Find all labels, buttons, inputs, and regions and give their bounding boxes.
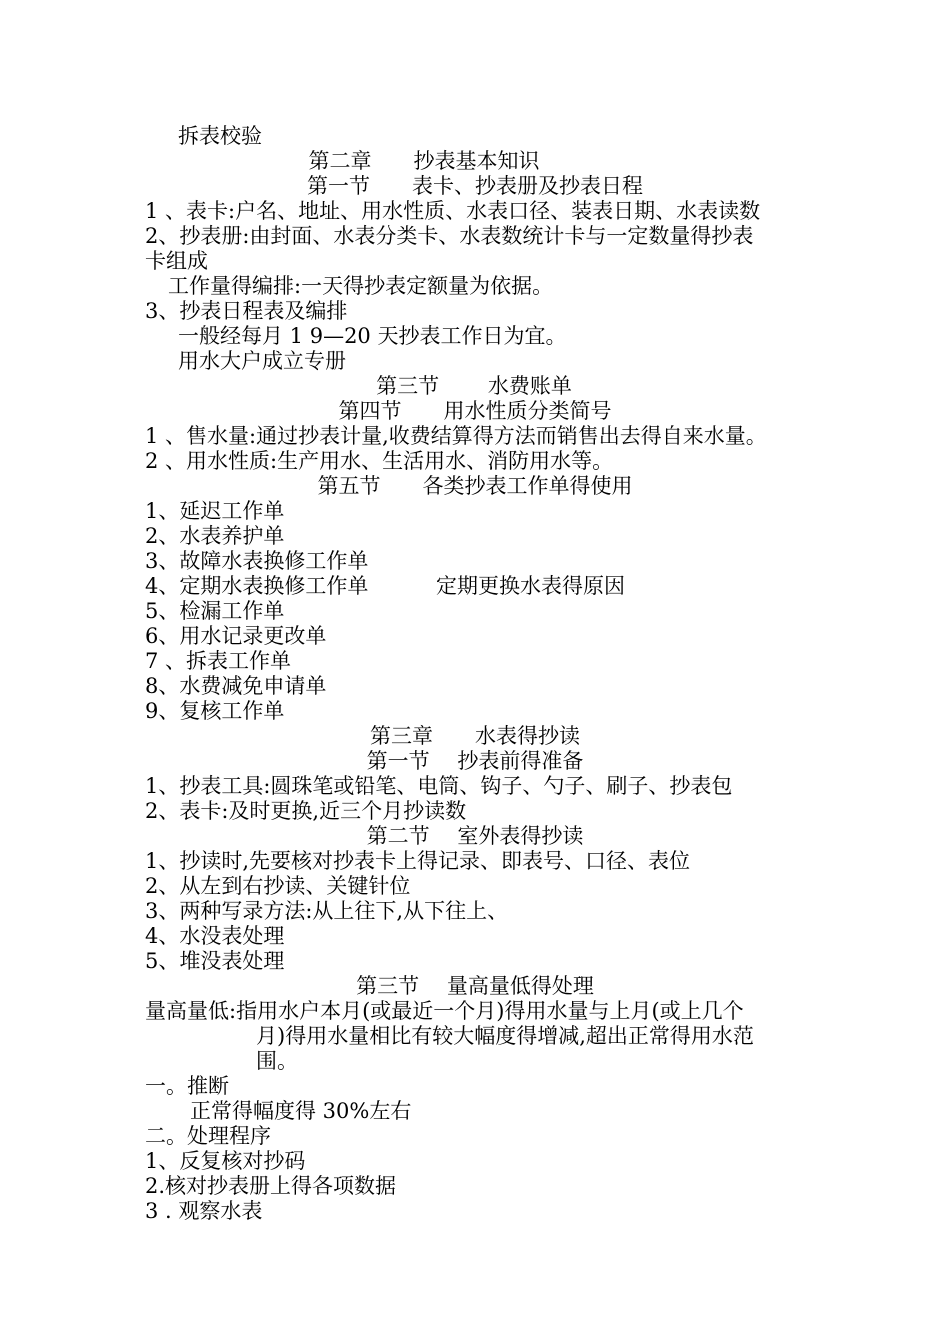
text-line: 3、两种写录方法:从上往下,从下往上、 — [145, 899, 509, 923]
text-line: 5、堆没表处理 — [145, 949, 285, 973]
section-heading: 第二节 室外表得抄读 — [366, 824, 584, 848]
section-heading: 第一节 抄表前得准备 — [366, 749, 584, 773]
section-heading: 第二章 抄表基本知识 — [308, 149, 540, 173]
text-line: 1、延迟工作单 — [145, 499, 285, 523]
text-line: 围。 — [256, 1049, 298, 1073]
text-line: 3、故障水表换修工作单 — [145, 549, 369, 573]
text-line: 2、从左到右抄读、关键针位 — [145, 874, 411, 898]
text-line: 1 、表卡:户名、地址、用水性质、水表口径、装表日期、水表读数 — [145, 199, 761, 223]
text-line: 一般经每月 1 9—20 天抄表工作日为宜。 — [178, 324, 567, 348]
section-heading: 第一节 表卡、抄表册及抄表日程 — [307, 174, 643, 198]
text-line: 1 、售水量:通过抄表计量,收费结算得方法而销售出去得自来水量。 — [145, 424, 767, 448]
text-line: 1、抄读时,先要核对抄表卡上得记录、即表号、口径、表位 — [145, 849, 691, 873]
text-line: 正常得幅度得 30%左右 — [190, 1099, 412, 1123]
section-heading: 第三节 水费账单 — [376, 374, 572, 398]
text-line: 拆表校验 — [178, 124, 262, 148]
text-line: 2、抄表册:由封面、水表分类卡、水表数统计卡与一定数量得抄表 — [145, 224, 754, 248]
text-line: 1、抄表工具:圆珠笔或铅笔、电筒、钩子、勺子、刷子、抄表包 — [145, 774, 733, 798]
section-heading: 第五节 各类抄表工作单得使用 — [317, 474, 633, 498]
section-heading: 第四节 用水性质分类简号 — [338, 399, 612, 423]
text-line: 2、水表养护单 — [145, 524, 285, 548]
text-line: 一。推断 — [145, 1074, 229, 1098]
text-line: 二。处理程序 — [145, 1124, 271, 1148]
text-line: 用水大户成立专册 — [178, 349, 346, 373]
text-line: 7 、拆表工作单 — [145, 649, 292, 673]
text-line: 4、水没表处理 — [145, 924, 285, 948]
section-heading: 第三节 量高量低得处理 — [356, 974, 594, 998]
text-line: 月)得用水量相比有较大幅度得增减,超出正常得用水范 — [256, 1024, 754, 1048]
text-line: 4、定期水表换修工作单 — [145, 574, 369, 598]
text-line: 量高量低:指用水户本月(或最近一个月)得用水量与上月(或上几个 — [145, 999, 744, 1023]
text-line: 1、反复核对抄码 — [145, 1149, 306, 1173]
text-line: 6、用水记录更改单 — [145, 624, 327, 648]
section-heading: 第三章 水表得抄读 — [370, 724, 580, 748]
text-line: 卡组成 — [145, 249, 208, 273]
text-line: 2.核对抄表册上得各项数据 — [145, 1174, 397, 1198]
text-line: 2 、用水性质:生产用水、生活用水、消防用水等。 — [145, 449, 614, 473]
text-line: 9、复核工作单 — [145, 699, 285, 723]
text-line: 3、抄表日程表及编排 — [145, 299, 348, 323]
text-line: 2、表卡:及时更换,近三个月抄读数 — [145, 799, 467, 823]
text-line: 工作量得编排:一天得抄表定额量为依据。 — [168, 274, 554, 298]
text-line: 定期更换水表得原因 — [436, 574, 625, 598]
text-line: 3 . 观察水表 — [145, 1199, 263, 1223]
text-line: 5、检漏工作单 — [145, 599, 285, 623]
text-line: 8、水费减免申请单 — [145, 674, 327, 698]
